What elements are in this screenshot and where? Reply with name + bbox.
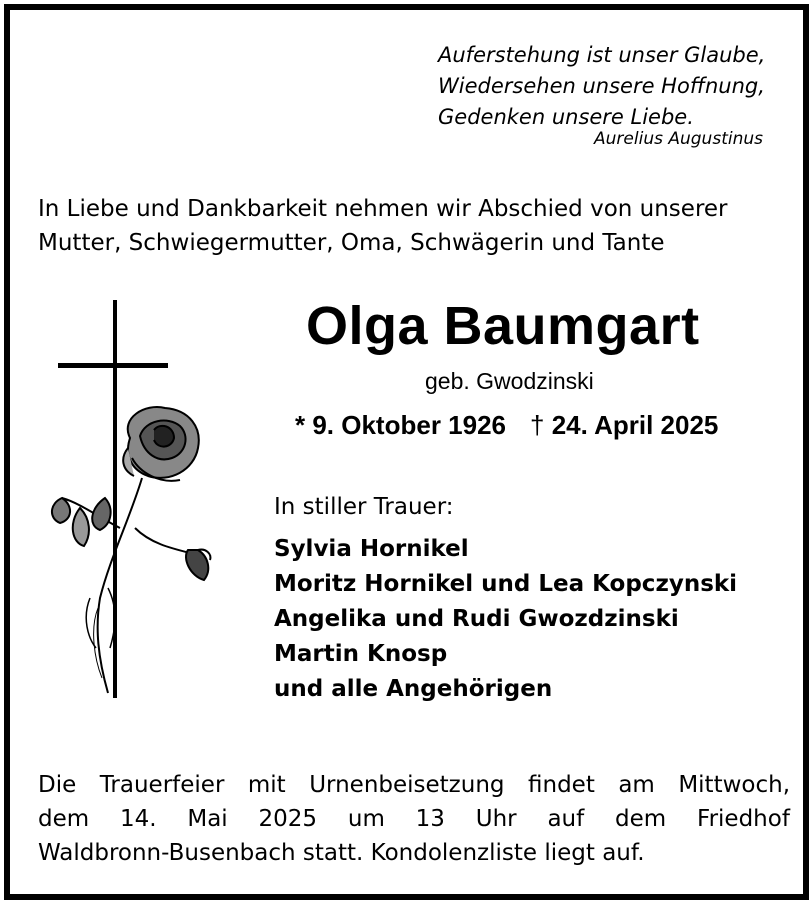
quote-line-3: Gedenken unsere Liebe.	[438, 105, 694, 129]
word: Urnenbeisetzung	[309, 772, 505, 798]
quote-block	[438, 40, 778, 133]
word: 2025	[258, 806, 318, 832]
mourner-item: Angelika und Rudi Gwozdzinski	[274, 606, 679, 632]
intro-line-1: In Liebe und Dankbarkeit nehmen wir Abschied von unserer	[38, 196, 728, 222]
maiden-name: geb. Gwodzinski	[425, 368, 594, 394]
quote-line-1: Auferstehung ist unser Glaube,	[438, 43, 766, 67]
funeral-info-line-1	[38, 768, 790, 802]
intro-text	[38, 192, 798, 260]
word: Trauerfeier	[99, 772, 225, 798]
mourner-item: Martin Knosp	[274, 641, 448, 667]
mourner-item: Sylvia Hornikel	[274, 536, 469, 562]
life-dates	[295, 410, 718, 441]
death-symbol: †	[530, 410, 545, 440]
word: Friedhof	[697, 806, 790, 832]
funeral-info-line-2	[38, 802, 790, 836]
cross-icon	[50, 298, 220, 708]
birth-date: * 9. Oktober 1926	[295, 410, 506, 440]
mourning-label: In stiller Trauer:	[274, 494, 454, 520]
word: auf	[547, 806, 585, 832]
word: um	[347, 806, 385, 832]
word: findet	[528, 772, 595, 798]
word: Uhr	[475, 806, 517, 832]
mourner-item: Moritz Hornikel und Lea Kopczynski	[274, 571, 738, 597]
intro-line-2: Mutter, Schwiegermutter, Oma, Schwägerin und Tante	[38, 230, 665, 256]
death-date: 24. April 2025	[551, 410, 719, 440]
word: Die	[38, 772, 77, 798]
funeral-info-line-3: Waldbronn-Busenbach statt. Kondolenzliste liegt auf.	[38, 840, 645, 866]
word: mit	[247, 772, 286, 798]
word: dem	[615, 806, 667, 832]
word: Mai	[187, 806, 228, 832]
rose-icon	[52, 407, 210, 693]
word: dem	[38, 806, 90, 832]
deceased-name: Olga Baumgart	[306, 296, 700, 356]
quote-line-2: Wiedersehen unsere Hoffnung,	[438, 74, 765, 98]
obituary-card	[4, 4, 809, 900]
mourners-list	[274, 532, 737, 707]
word: Mittwoch,	[678, 772, 790, 798]
word: am	[618, 772, 655, 798]
quote-author: Aurelius Augustinus	[594, 129, 763, 149]
mourner-item: und alle Angehörigen	[274, 676, 553, 702]
word: 14.	[119, 806, 157, 832]
funeral-info	[38, 768, 790, 870]
word: 13	[415, 806, 445, 832]
